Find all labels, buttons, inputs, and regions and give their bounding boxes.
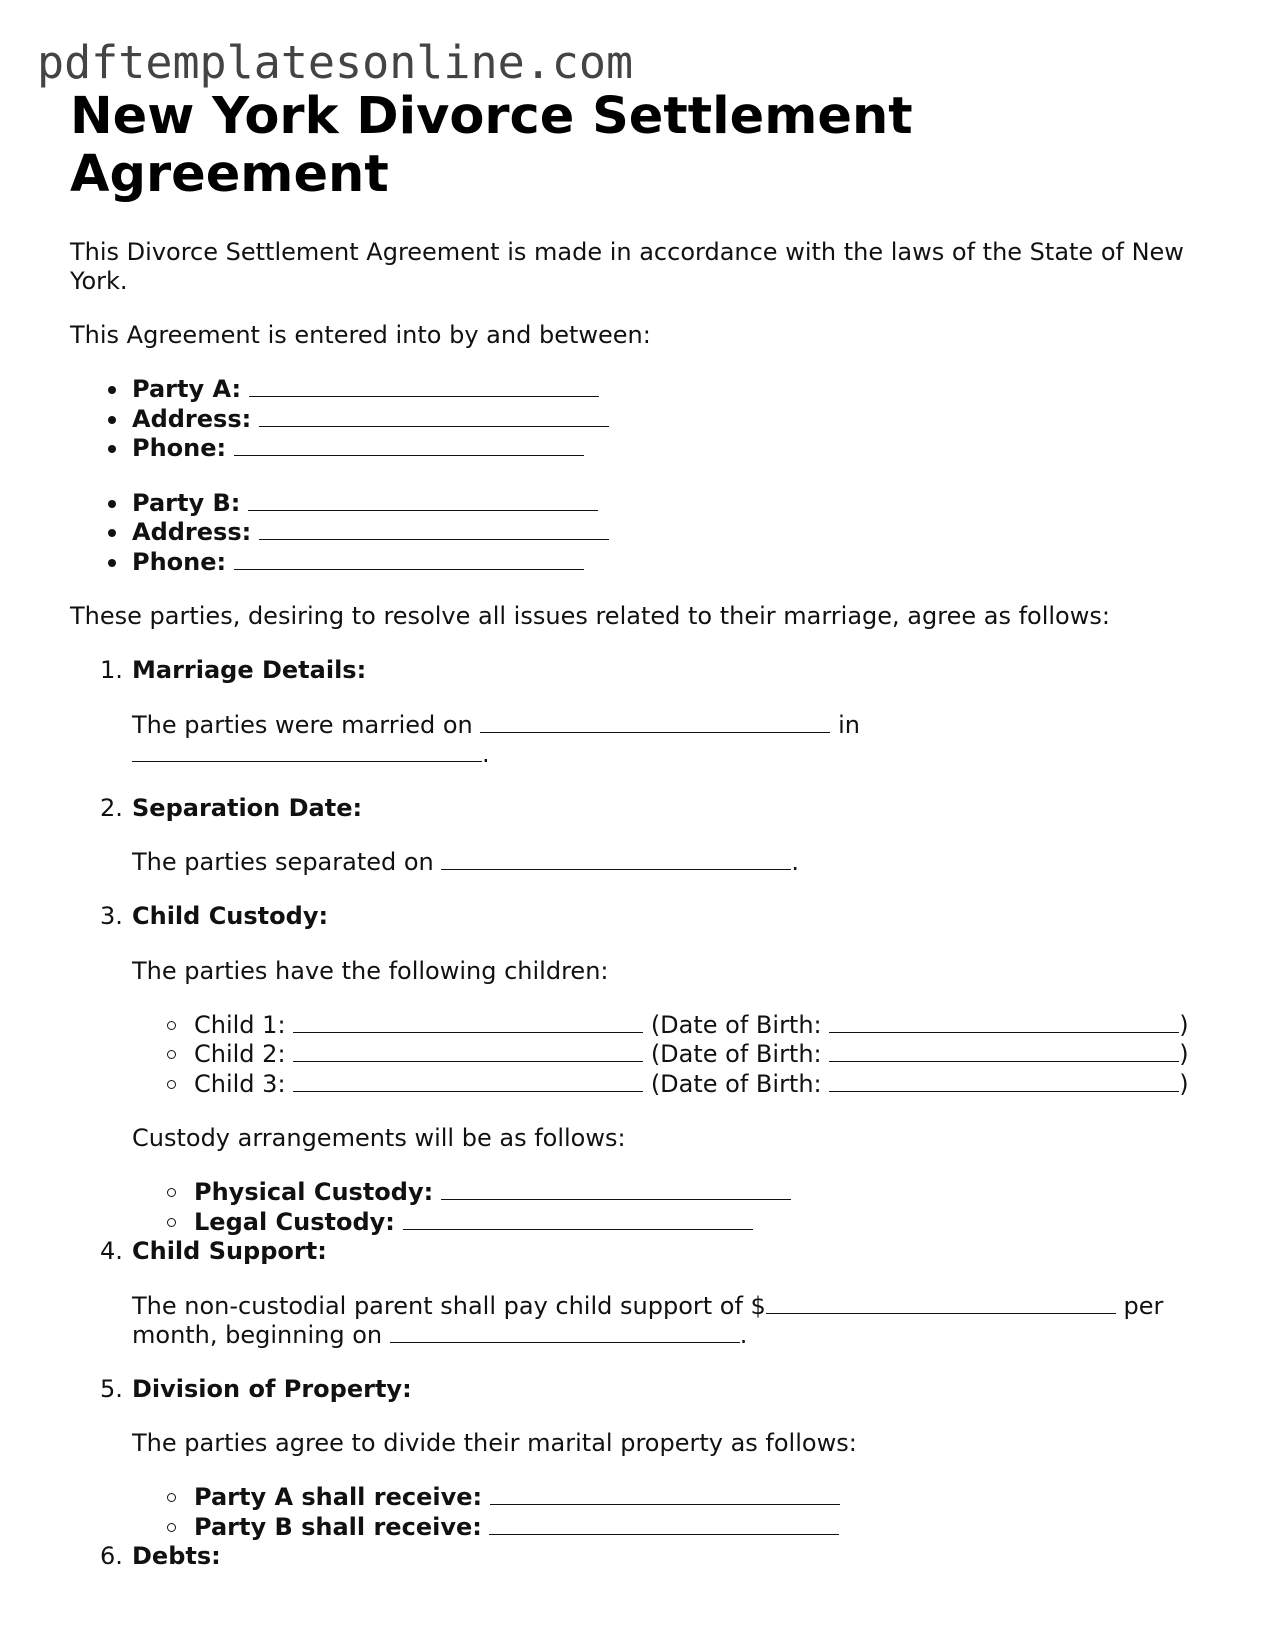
legal-custody-field[interactable] [403,1209,753,1230]
party-a-phone-item [132,434,1210,464]
party-b-property-field[interactable] [489,1514,839,1535]
property-list [132,1483,1210,1542]
party-a-phone-label: Phone: [132,434,227,462]
document-page [70,88,1210,1597]
child-name-field[interactable] [293,1071,643,1092]
party-a-list [70,375,1210,464]
child-dob-field[interactable] [829,1071,1179,1092]
party-b-address-label: Address: [132,518,252,546]
child-dob-close: ) [1179,1010,1189,1039]
section-child-custody [100,902,1210,1237]
marriage-date-field[interactable] [480,712,830,733]
separation-text-end: . [791,848,800,876]
party-b-name-label: Party B: [132,488,241,517]
entered-into-paragraph: This Agreement is entered into by and between: [70,321,651,349]
document-title: New York Divorce Settlement Agreement [70,87,913,204]
section-title: Child Custody: [132,902,329,930]
child-item [194,1040,1210,1070]
watermark: pdftemplatesonline.com [37,36,634,89]
party-b-property-label: Party B shall receive: [194,1512,482,1541]
agree-intro-paragraph: These parties, desiring to resolve all issues related to their marriage, agree as follows: [70,602,1110,630]
section-child-support [100,1237,1210,1350]
separation-text [132,848,1210,877]
party-b-phone-item [132,548,1210,578]
party-b-name-item [132,489,1210,519]
support-text-end: . [739,1320,748,1349]
child-item [194,1011,1210,1041]
child-dob-field[interactable] [829,1041,1179,1062]
section-title: Debts: [132,1542,221,1570]
party-b-address-item [132,518,1210,548]
child-item [194,1070,1210,1100]
party-b-property-item [194,1513,1210,1543]
section-number: 4. [100,1237,123,1265]
party-a-property-field[interactable] [490,1484,840,1505]
party-b-name-field[interactable] [248,490,598,511]
separation-date-field[interactable] [441,849,791,870]
child-dob-label: (Date of Birth: [650,1040,822,1068]
section-title: Division of Property: [132,1374,412,1403]
child-dob-close: ) [1179,1069,1189,1098]
section-debts [100,1542,1210,1572]
party-a-address-item [132,405,1210,435]
section-number: 6. [100,1542,123,1570]
child-name-field[interactable] [293,1012,643,1033]
party-a-phone-field[interactable] [234,435,584,456]
physical-custody-field[interactable] [441,1179,791,1200]
physical-custody-label: Physical Custody: [194,1178,434,1206]
marriage-text-mid: in [838,710,860,739]
sections-list [70,656,1210,1572]
party-a-address-field[interactable] [259,406,609,427]
children-list [132,1011,1210,1100]
separation-text-before: The parties separated on [132,848,434,876]
child-label: Child 2: [194,1040,286,1068]
section-title: Separation Date: [132,793,363,822]
party-a-address-label: Address: [132,404,252,433]
support-start-date-field[interactable] [390,1322,740,1343]
marriage-place-field[interactable] [132,741,482,762]
party-b-list [70,489,1210,578]
section-number: 5. [100,1374,123,1403]
child-label: Child 3: [194,1069,286,1098]
party-a-property-item [194,1483,1210,1513]
child-name-field[interactable] [293,1041,643,1062]
section-marriage-details [100,656,1210,769]
custody-list [132,1178,1210,1237]
party-a-name-field[interactable] [249,376,599,397]
legal-custody-label: Legal Custody: [194,1207,395,1236]
child-dob-label: (Date of Birth: [650,1010,822,1039]
section-title: Marriage Details: [132,656,367,684]
section-number: 3. [100,902,123,930]
support-amount-field[interactable] [766,1293,1116,1314]
section-number: 1. [100,656,123,684]
support-text-before: The non-custodial parent shall pay child support of $ [132,1291,766,1320]
support-text-mid: per month, beginning on [132,1291,1164,1349]
marriage-text-before: The parties were married on [132,710,473,739]
party-b-address-field[interactable] [259,519,609,540]
section-separation-date [100,793,1210,878]
children-intro: The parties have the following children: [132,956,609,985]
party-a-name-label: Party A: [132,375,242,403]
party-a-property-label: Party A shall receive: [194,1483,483,1511]
intro-paragraph: This Divorce Settlement Agreement is made in accordance with the laws of the State of New York. [70,238,1184,295]
physical-custody-item [194,1178,1210,1208]
marriage-text-end: . [482,739,490,768]
child-label: Child 1: [194,1010,286,1039]
party-b-phone-label: Phone: [132,547,227,576]
child-dob-label: (Date of Birth: [650,1069,822,1098]
section-division-of-property [100,1374,1210,1543]
child-dob-close: ) [1179,1040,1189,1068]
child-dob-field[interactable] [829,1012,1179,1033]
child-support-text [132,1292,1210,1350]
section-number: 2. [100,793,123,822]
property-intro: The parties agree to divide their marital property as follows: [132,1429,857,1457]
legal-custody-item [194,1208,1210,1238]
section-title: Child Support: [132,1237,327,1265]
marriage-details-text [132,711,1210,769]
custody-intro: Custody arrangements will be as follows: [132,1124,626,1152]
party-a-name-item [132,375,1210,405]
party-b-phone-field[interactable] [234,549,584,570]
